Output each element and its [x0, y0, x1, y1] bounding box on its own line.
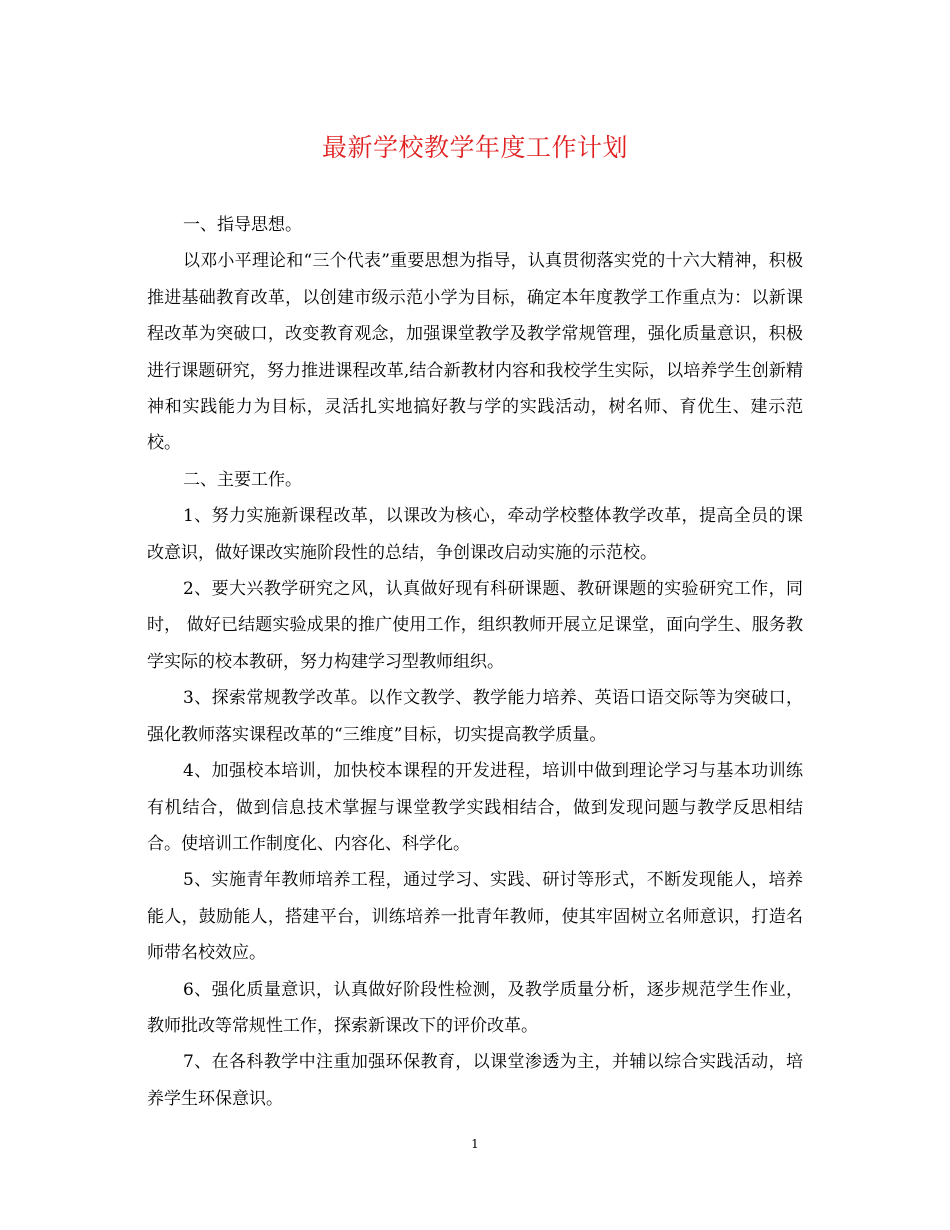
section-heading-guiding-ideology: 一、指导思想。: [183, 215, 302, 235]
work-item-6: 6、强化质量意识，认真做好阶段性检测，及教学质量分析，逐步规范学生作业，教师批改等常规性工作，探索新课改下的评价改革。: [147, 979, 803, 1036]
work-item-5: 5、实施青年教师培养工程，通过学习、实践、研讨等形式，不断发现能人，培养能人，鼓励能人，搭建平台，训练培养一批青年教师，使其牢固树立名师意识，打造名师带名校效应。: [147, 870, 803, 964]
work-item-2: 2、要大兴教学研究之风，认真做好现有科研课题、教研课题的实验研究工作，同时， 做好已结题实验成果的推广使用工作，组织教师开展立足课堂，面向学生、服务教学实际的校本教研，努力构建学习型教师组织。: [147, 579, 803, 672]
work-item-3: 3、探索常规教学改革。以作文教学、教学能力培养、英语口语交际等为突破口，强化教师落实课程改革的“三维度”目标，切实提高教学质量。: [147, 688, 803, 745]
section-heading-main-work: 二、主要工作。: [183, 469, 302, 490]
document-body: [147, 207, 803, 1117]
document-title: 最新学校教学年度工作计划: [321, 133, 628, 162]
page-number: 1: [471, 1137, 479, 1151]
paragraph-guiding-ideology: 以邓小平理论和“三个代表”重要思想为指导，认真贯彻落实党的十六大精神，积极推进基础教育改革，以创建市级示范小学为目标，确定本年度教学工作重点为：以新课程改革为突破口，改变教育观念，加强课堂教学及教学常规管理，强化质量意识，积极进行课题研究，努力推进课程改革,结合新教材内容和我校学生实际，以培养学生创新精神和实践能力为目标，灵活扎实地搞好教与学的实践活动，树名师、育优生、建示范校。: [147, 251, 803, 454]
work-item-7: 7、在各科教学中注重加强环保教育，以课堂渗透为主，并辅以综合实践活动，培养学生环保意识。: [147, 1052, 803, 1109]
work-item-1: 1、努力实施新课程改革，以课改为核心，牵动学校整体教学改革，提高全员的课改意识，做好课改实施阶段性的总结，争创课改启动实施的示范校。: [147, 506, 803, 563]
work-item-4: 4、加强校本培训，加快校本课程的开发进程，培训中做到理论学习与基本功训练有机结合，做到信息技术掌握与课堂教学实践相结合，做到发现问题与教学反思相结合。使培训工作制度化、内容化、科学化。: [147, 761, 803, 854]
